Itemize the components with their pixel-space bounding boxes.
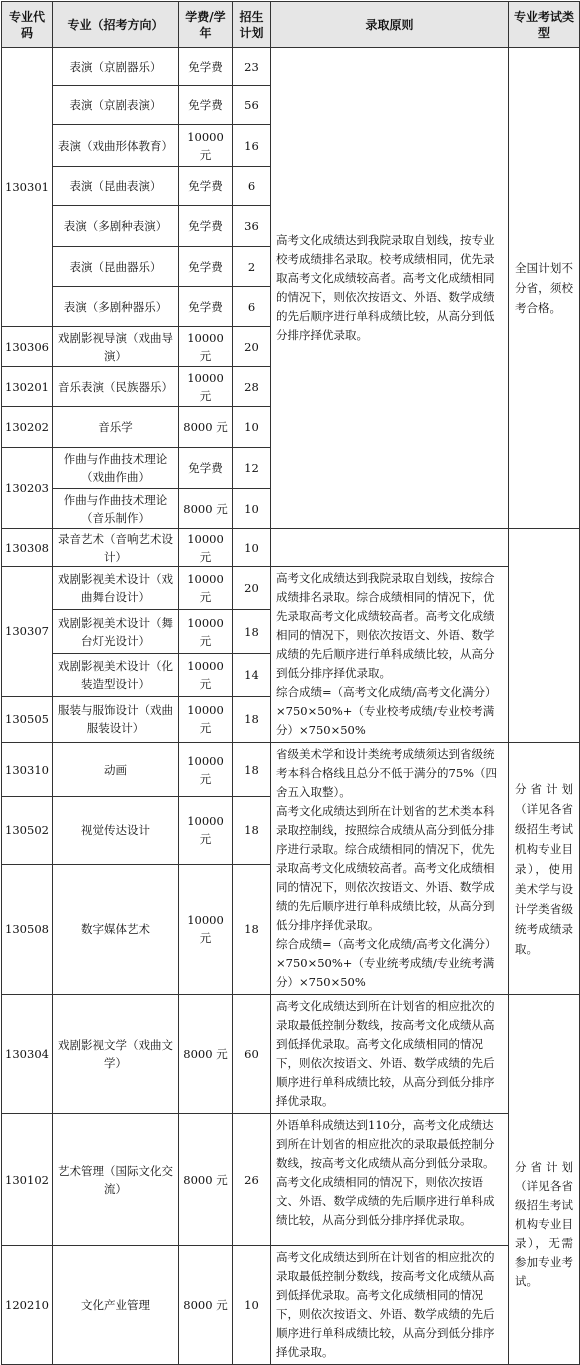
header-code: 专业代码 (2, 2, 53, 48)
fee-cell: 8000 元 (179, 489, 233, 529)
rule-cell: 高考文化成绩达到所在计划省的相应批次的录取最低控制分数线，按高考文化成绩从高到低择优录取。高考文化成绩相同的情况下，则依次按语文、外语、数学成绩的先后顺序进行单科成绩比较，从高分到低分排序择优录取。 (271, 1246, 509, 1365)
plan-cell: 23 (233, 48, 271, 86)
plan-cell: 18 (233, 864, 271, 994)
fee-cell: 免学费 (179, 167, 233, 206)
fee-cell: 10000元 (179, 567, 233, 610)
rule-cell: 高考文化成绩达到所在计划省的相应批次的录取最低控制分数线，按高考文化成绩从高到低择优录取。高考文化成绩相同的情况下，则依次按语文、外语、数学成绩的先后顺序进行单科成绩比较，从高分到低分排序择优录取。 (271, 995, 509, 1114)
major-cell: 戏剧影视美术设计（化装造型设计） (53, 654, 179, 696)
plan-cell: 18 (233, 696, 271, 742)
fee-cell: 10000元 (179, 864, 233, 994)
exam-type-cell-empty (509, 529, 580, 743)
plan-cell: 10 (233, 1246, 271, 1365)
header-plan: 招生计划 (233, 2, 271, 48)
table-row (2, 1246, 580, 1365)
table-row (2, 1114, 580, 1246)
exam-type-text: 分省计划（详见各省级招生考试机构专业目录），无需参加专业考试。 (515, 1160, 573, 1288)
fee-cell: 8000 元 (179, 1246, 233, 1365)
major-cell: 表演（昆曲器乐） (53, 247, 179, 287)
major-cell: 表演（昆曲表演） (53, 167, 179, 206)
plan-cell: 18 (233, 610, 271, 654)
fee-cell: 免学费 (179, 48, 233, 86)
code-cell: 130306 (2, 327, 53, 367)
exam-type-cell: 全国计划不分省，须校考合格。 (509, 48, 580, 529)
code-cell: 130301 (2, 48, 53, 327)
major-cell: 动画 (53, 743, 179, 797)
fee-cell: 免学费 (179, 247, 233, 287)
plan-cell: 12 (233, 448, 271, 489)
plan-cell: 14 (233, 654, 271, 696)
plan-cell: 16 (233, 125, 271, 167)
fee-cell: 免学费 (179, 448, 233, 489)
major-cell: 视觉传达设计 (53, 797, 179, 865)
major-cell: 戏剧影视美术设计（舞台灯光设计） (53, 610, 179, 654)
code-cell: 130508 (2, 864, 53, 994)
fee-cell: 免学费 (179, 206, 233, 247)
code-cell: 130307 (2, 567, 53, 697)
header-rule: 录取原则 (271, 2, 509, 48)
major-cell: 表演（戏曲形体教育） (53, 125, 179, 167)
major-cell: 作曲与作曲技术理论（音乐制作） (53, 489, 179, 529)
fee-cell: 8000 元 (179, 1114, 233, 1246)
code-cell: 130308 (2, 529, 53, 567)
plan-cell: 6 (233, 167, 271, 206)
exam-type-cell: 分省计划（详见各省级招生考试机构专业目录），使用美术学与设计学类省级统考成绩录取。 (509, 743, 580, 995)
fee-cell: 8000 元 (179, 995, 233, 1114)
major-cell: 表演（京剧器乐） (53, 48, 179, 86)
table-row (2, 48, 580, 86)
table-row (2, 529, 580, 567)
fee-cell: 10000元 (179, 125, 233, 167)
code-cell: 130202 (2, 407, 53, 448)
plan-cell: 6 (233, 287, 271, 327)
major-cell: 音乐学 (53, 407, 179, 448)
plan-cell: 10 (233, 489, 271, 529)
header-fee: 学费/学年 (179, 2, 233, 48)
plan-cell: 56 (233, 86, 271, 125)
plan-cell: 36 (233, 206, 271, 247)
code-cell: 130201 (2, 367, 53, 407)
code-cell: 130502 (2, 797, 53, 865)
fee-cell: 免学费 (179, 86, 233, 125)
table-row (2, 567, 580, 610)
code-cell: 120210 (2, 1246, 53, 1365)
major-cell: 录音艺术（音响艺术设计） (53, 529, 179, 567)
header-major: 专业（招考方向） (53, 2, 179, 48)
admission-table (1, 1, 580, 1365)
plan-cell: 10 (233, 529, 271, 567)
rule-cell (271, 567, 509, 743)
plan-cell: 20 (233, 567, 271, 610)
major-cell: 表演（多剧种器乐） (53, 287, 179, 327)
fee-cell: 10000元 (179, 696, 233, 742)
major-cell: 表演（多剧种表演） (53, 206, 179, 247)
plan-cell: 10 (233, 407, 271, 448)
fee-cell: 10000元 (179, 797, 233, 865)
plan-cell: 18 (233, 743, 271, 797)
table-row (2, 995, 580, 1114)
plan-cell: 26 (233, 1114, 271, 1246)
rule-formula: 综合成绩=（高考文化成绩/高考文化满分）×750×50%+（专业校考成绩/专业校考满分）×750×50% (276, 685, 497, 737)
rule-cell: 外语单科成绩达到110分，高考文化成绩达到所在计划省的相应批次的录取最低控制分数线，按高考文化成绩从高分到低分录取。高考文化成绩相同的情况下，则依次按语文、外语、数学成绩的先后顺序进行单科成绩比较，从高分到低分排序择优录取。 (271, 1114, 509, 1246)
exam-type-cell (509, 995, 580, 1365)
plan-cell: 2 (233, 247, 271, 287)
fee-cell: 8000 元 (179, 407, 233, 448)
fee-cell: 10000元 (179, 654, 233, 696)
major-cell: 服装与服饰设计（戏曲服装设计） (53, 696, 179, 742)
fee-cell: 10000元 (179, 327, 233, 367)
exam-type-spacer (515, 1068, 573, 1158)
code-cell: 130102 (2, 1114, 53, 1246)
rule-paragraph: 高考文化成绩达到所在计划省的艺术类本科录取控制线，按照综合成绩从高分到低分排序进行录取。综合成绩相同的情况下，优先录取高考文化成绩较高者。高考文化成绩相同的情况下，则依次按语文、外语、数学成绩的先后顺序进行单科成绩比较，从高分到低分排序择优录取。 (276, 804, 495, 932)
major-cell: 戏剧影视美术设计（戏曲舞台设计） (53, 567, 179, 610)
rule-paragraph: 省级美术学和设计类统考成绩须达到省级统考本科合格线且总分不低于满分的75%（四舍五入取整）。 (276, 747, 498, 799)
major-cell: 戏剧影视导演（戏曲导演） (53, 327, 179, 367)
rule-cell-empty (271, 529, 509, 567)
plan-cell: 28 (233, 367, 271, 407)
fee-cell: 10000元 (179, 610, 233, 654)
rule-paragraph: 高考文化成绩达到我院录取自划线，按综合成绩排名录取。综合成绩相同的情况下，优先录取高考文化成绩较高者。高考文化成绩相同的情况下，则依次按语文、外语、数学成绩的先后顺序进行单科成绩比较，从高分到低分排序择优录取。 (276, 571, 495, 680)
fee-cell: 免学费 (179, 287, 233, 327)
code-cell: 130304 (2, 995, 53, 1114)
plan-cell: 18 (233, 797, 271, 865)
major-cell: 数字媒体艺术 (53, 864, 179, 994)
major-cell: 文化产业管理 (53, 1246, 179, 1365)
fee-cell: 10000元 (179, 743, 233, 797)
major-cell: 音乐表演（民族器乐） (53, 367, 179, 407)
code-cell: 130203 (2, 448, 53, 529)
code-cell: 130310 (2, 743, 53, 797)
header-exam: 专业考试类型 (509, 2, 580, 48)
rule-cell: 高考文化成绩达到我院录取自划线，按专业校考成绩排名录取。校考成绩相同，优先录取高考文化成绩较高者。高考文化成绩相同的情况下，则依次按语文、外语、数学成绩的先后顺序进行单科成绩比较，从高分到低分排序择优录取。 (271, 48, 509, 529)
table-row (2, 743, 580, 797)
major-cell: 戏剧影视文学（戏曲文学） (53, 995, 179, 1114)
plan-cell: 20 (233, 327, 271, 367)
rule-cell (271, 743, 509, 995)
fee-cell: 10000元 (179, 529, 233, 567)
code-cell: 130505 (2, 696, 53, 742)
plan-cell: 60 (233, 995, 271, 1114)
major-cell: 作曲与作曲技术理论（戏曲作曲） (53, 448, 179, 489)
fee-cell: 10000元 (179, 367, 233, 407)
major-cell: 表演（京剧表演） (53, 86, 179, 125)
rule-formula: 综合成绩=（高考文化成绩/高考文化满分）×750×50%+（专业统考成绩/专业统考满分）×750×50% (276, 937, 497, 989)
major-cell: 艺术管理（国际文化交流） (53, 1114, 179, 1246)
